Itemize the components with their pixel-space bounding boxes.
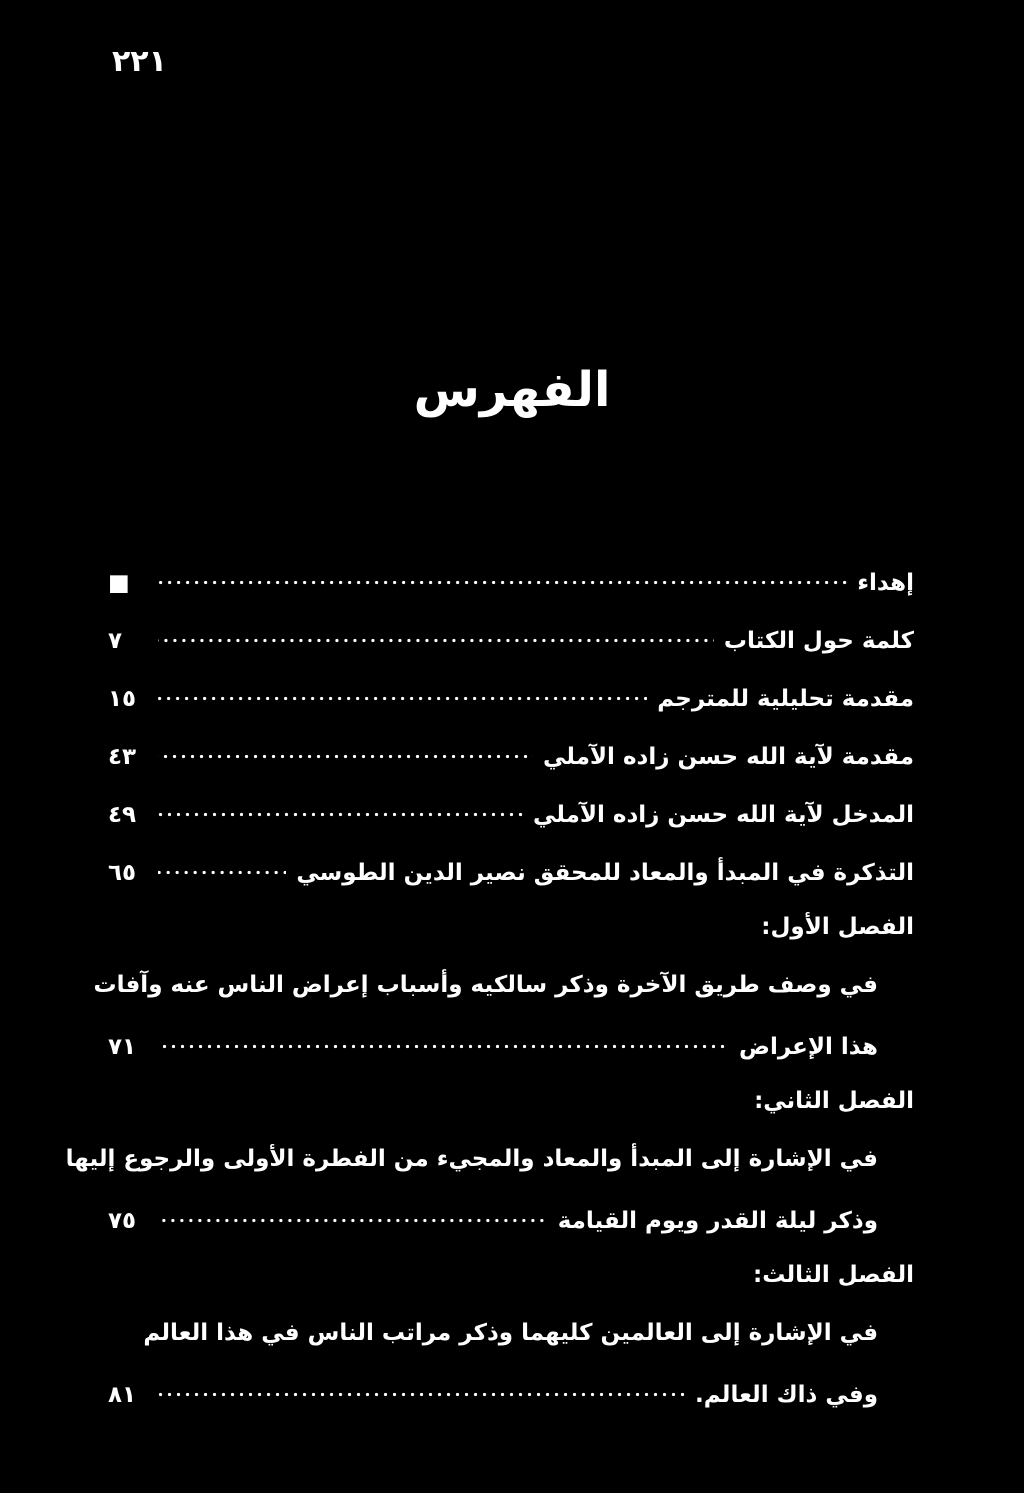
toc-entry	[108, 1204, 914, 1262]
toc-entry	[108, 1030, 914, 1088]
table-of-contents	[65, 566, 914, 1436]
dot-leader	[158, 1208, 548, 1232]
toc-entry	[108, 566, 914, 624]
toc-entry-label: كلمة حول الكتاب	[723, 628, 914, 654]
toc-entry-label: مقدمة لآية الله حسن زاده الآملي	[543, 744, 914, 770]
toc-entry-label: المدخل لآية الله حسن زاده الآملي	[532, 802, 914, 828]
dot-leader	[158, 686, 647, 710]
toc-entry-label: وفي ذاك العالم.	[695, 1382, 878, 1408]
toc-entry-page: ٧٥	[108, 1208, 137, 1234]
dot-leader	[158, 628, 714, 652]
dot-leader	[158, 1034, 729, 1058]
dot-leader	[158, 744, 533, 768]
chapter-description: في الإشارة إلى المبدأ والمعاد والمجيء من الفطرة الأولى والرجوع إليها	[65, 1146, 878, 1172]
toc-entry-page: ٤٣	[108, 744, 137, 770]
chapter-heading: الفصل الثاني:	[754, 1088, 914, 1114]
chapter-heading: الفصل الأول:	[761, 914, 914, 940]
toc-entry-label: التذكرة في المبدأ والمعاد للمحقق نصير الدين الطوسي	[296, 860, 914, 886]
page-title: الفهرس	[413, 362, 611, 418]
dot-leader	[158, 860, 286, 884]
dot-leader	[158, 1382, 685, 1406]
chapter-description: في وصف طريق الآخرة وذكر سالكيه وأسباب إعراض الناس عنه وآفات	[93, 972, 878, 998]
chapter-heading: الفصل الثالث:	[753, 1262, 914, 1288]
toc-entry	[108, 682, 914, 740]
dot-leader	[158, 802, 523, 826]
toc-entry	[108, 856, 914, 914]
toc-entry-page: ١٥	[108, 686, 137, 712]
page-number: ٢٢١	[112, 44, 167, 79]
toc-entry	[108, 624, 914, 682]
toc-entry	[108, 1378, 914, 1436]
toc-entry	[108, 740, 914, 798]
toc-entry-page: ■	[108, 570, 130, 596]
dot-leader	[158, 570, 847, 594]
toc-entry-page: ٤٩	[108, 802, 137, 828]
toc-entry-label: إهداء	[857, 570, 914, 596]
chapter-description: في الإشارة إلى العالمين كليهما وذكر مراتب الناس في هذا العالم	[143, 1320, 878, 1346]
toc-entry-page: ٧	[108, 628, 123, 654]
toc-entry-label: وذكر ليلة القدر ويوم القيامة	[557, 1208, 878, 1234]
toc-entry-page: ٧١	[108, 1034, 137, 1060]
toc-entry-page: ٦٥	[108, 860, 137, 886]
toc-entry-label: هذا الإعراض	[739, 1034, 878, 1060]
toc-entry	[108, 798, 914, 856]
toc-entry-label: مقدمة تحليلية للمترجم	[657, 686, 914, 712]
toc-entry-page: ٨١	[108, 1382, 137, 1408]
